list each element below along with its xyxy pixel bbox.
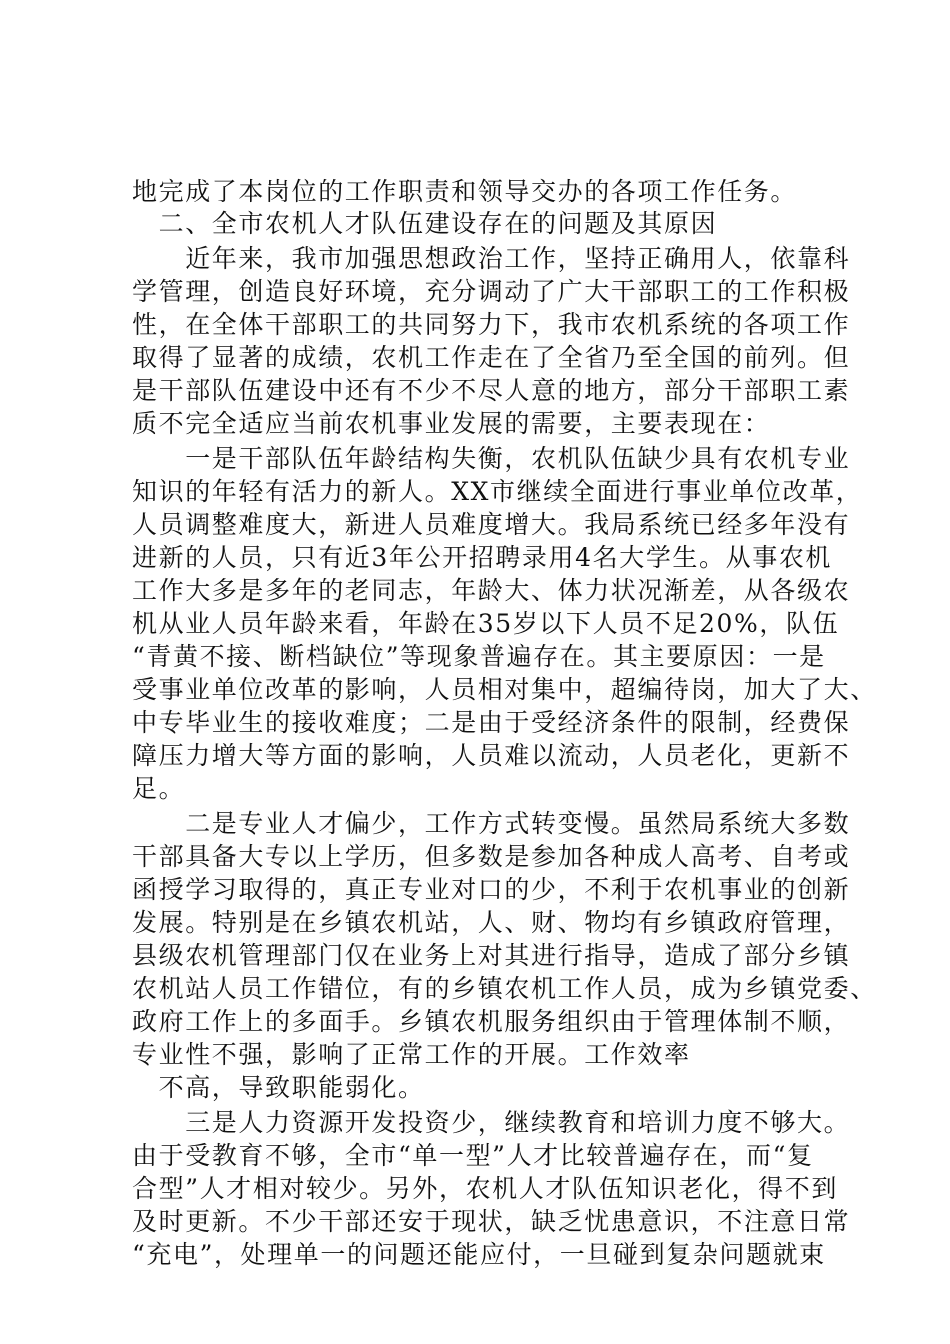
- text-line: 进新的人员，只有近3年公开招聘录用4名大学生。从事农机: [132, 543, 833, 572]
- text-line: 地完成了本岗位的工作职责和领导交办的各项工作任务。: [132, 177, 798, 206]
- section-heading: 二、全市农机人才队伍建设存在的问题及其原因: [132, 209, 718, 238]
- text-line: 发展。特别是在乡镇农机站，人、财、物均有乡镇政府管理，: [132, 908, 851, 937]
- text-line: 质不完全适应当前农机事业发展的需要，主要表现在：: [132, 409, 771, 438]
- text-line: “充电”，处理单一的问题还能应付，一旦碰到复杂问题就束: [132, 1240, 826, 1269]
- text-line: 二是专业人才偏少，工作方式转变慢。虽然局系统大多数: [132, 809, 851, 838]
- text-line: 函授学习取得的，真正专业对口的少，不利于农机事业的创新: [132, 875, 851, 904]
- text-line: 是干部队伍建设中还有不少不尽人意的地方，部分干部职工素: [132, 376, 851, 405]
- text-line: “青黄不接、断档缺位”等现象普遍存在。其主要原因：一是: [132, 642, 826, 671]
- text-line: 工作大多是多年的老同志，年龄大、体力状况渐差，从各级农: [132, 576, 851, 605]
- text-line: 及时更新。不少干部还安于现状，缺乏忧患意识，不注意日常: [132, 1207, 851, 1236]
- text-line: 政府工作上的多面手。乡镇农机服务组织由于管理体制不顺，: [132, 1007, 851, 1036]
- text-line: 足。: [132, 774, 186, 803]
- text-line: 由于受教育不够，全市“单一型”人才比较普遍存在，而“复: [132, 1141, 814, 1170]
- text-line: 县级农机管理部门仅在业务上对其进行指导，造成了部分乡镇: [132, 941, 851, 970]
- text-line: 学管理，创造良好环境，充分调动了广大干部职工的工作积极: [132, 277, 851, 306]
- text-line: 障压力增大等方面的影响，人员难以流动，人员老化，更新不: [132, 741, 851, 770]
- text-line: 人员调整难度大，新进人员难度增大。我局系统已经多年没有: [132, 510, 851, 539]
- text-line: 农机站人员工作错位，有的乡镇农机工作人员，成为乡镇党委、: [132, 974, 877, 1003]
- text-line: 取得了显著的成绩，农机工作走在了全省乃至全国的前列。但: [132, 343, 851, 372]
- text-line: 性，在全体干部职工的共同努力下，我市农机系统的各项工作: [132, 310, 851, 339]
- text-line: 受事业单位改革的影响，人员相对集中，超编待岗，加大了大、: [132, 675, 877, 704]
- text-line: 干部具备大专以上学历，但多数是参加各种成人高考、自考或: [132, 842, 851, 871]
- text-line: 不高，导致职能弱化。: [132, 1073, 425, 1102]
- text-line: 知识的年轻有活力的新人。XX市继续全面进行事业单位改革，: [132, 477, 863, 506]
- text-line: 三是人力资源开发投资少，继续教育和培训力度不够大。: [132, 1108, 851, 1137]
- text-line: 中专毕业生的接收难度；二是由于受经济条件的限制，经费保: [132, 708, 851, 737]
- text-line: 近年来，我市加强思想政治工作，坚持正确用人，依靠科: [132, 244, 851, 273]
- text-line: 合型”人才相对较少。另外，农机人才队伍知识老化，得不到: [132, 1174, 838, 1203]
- text-line: 专业性不强，影响了正常工作的开展。工作效率: [132, 1040, 691, 1069]
- text-line: 一是干部队伍年龄结构失衡，农机队伍缺少具有农机专业: [132, 444, 851, 473]
- text-line: 机从业人员年龄来看，年龄在35岁以下人员不足20%，队伍: [132, 609, 840, 638]
